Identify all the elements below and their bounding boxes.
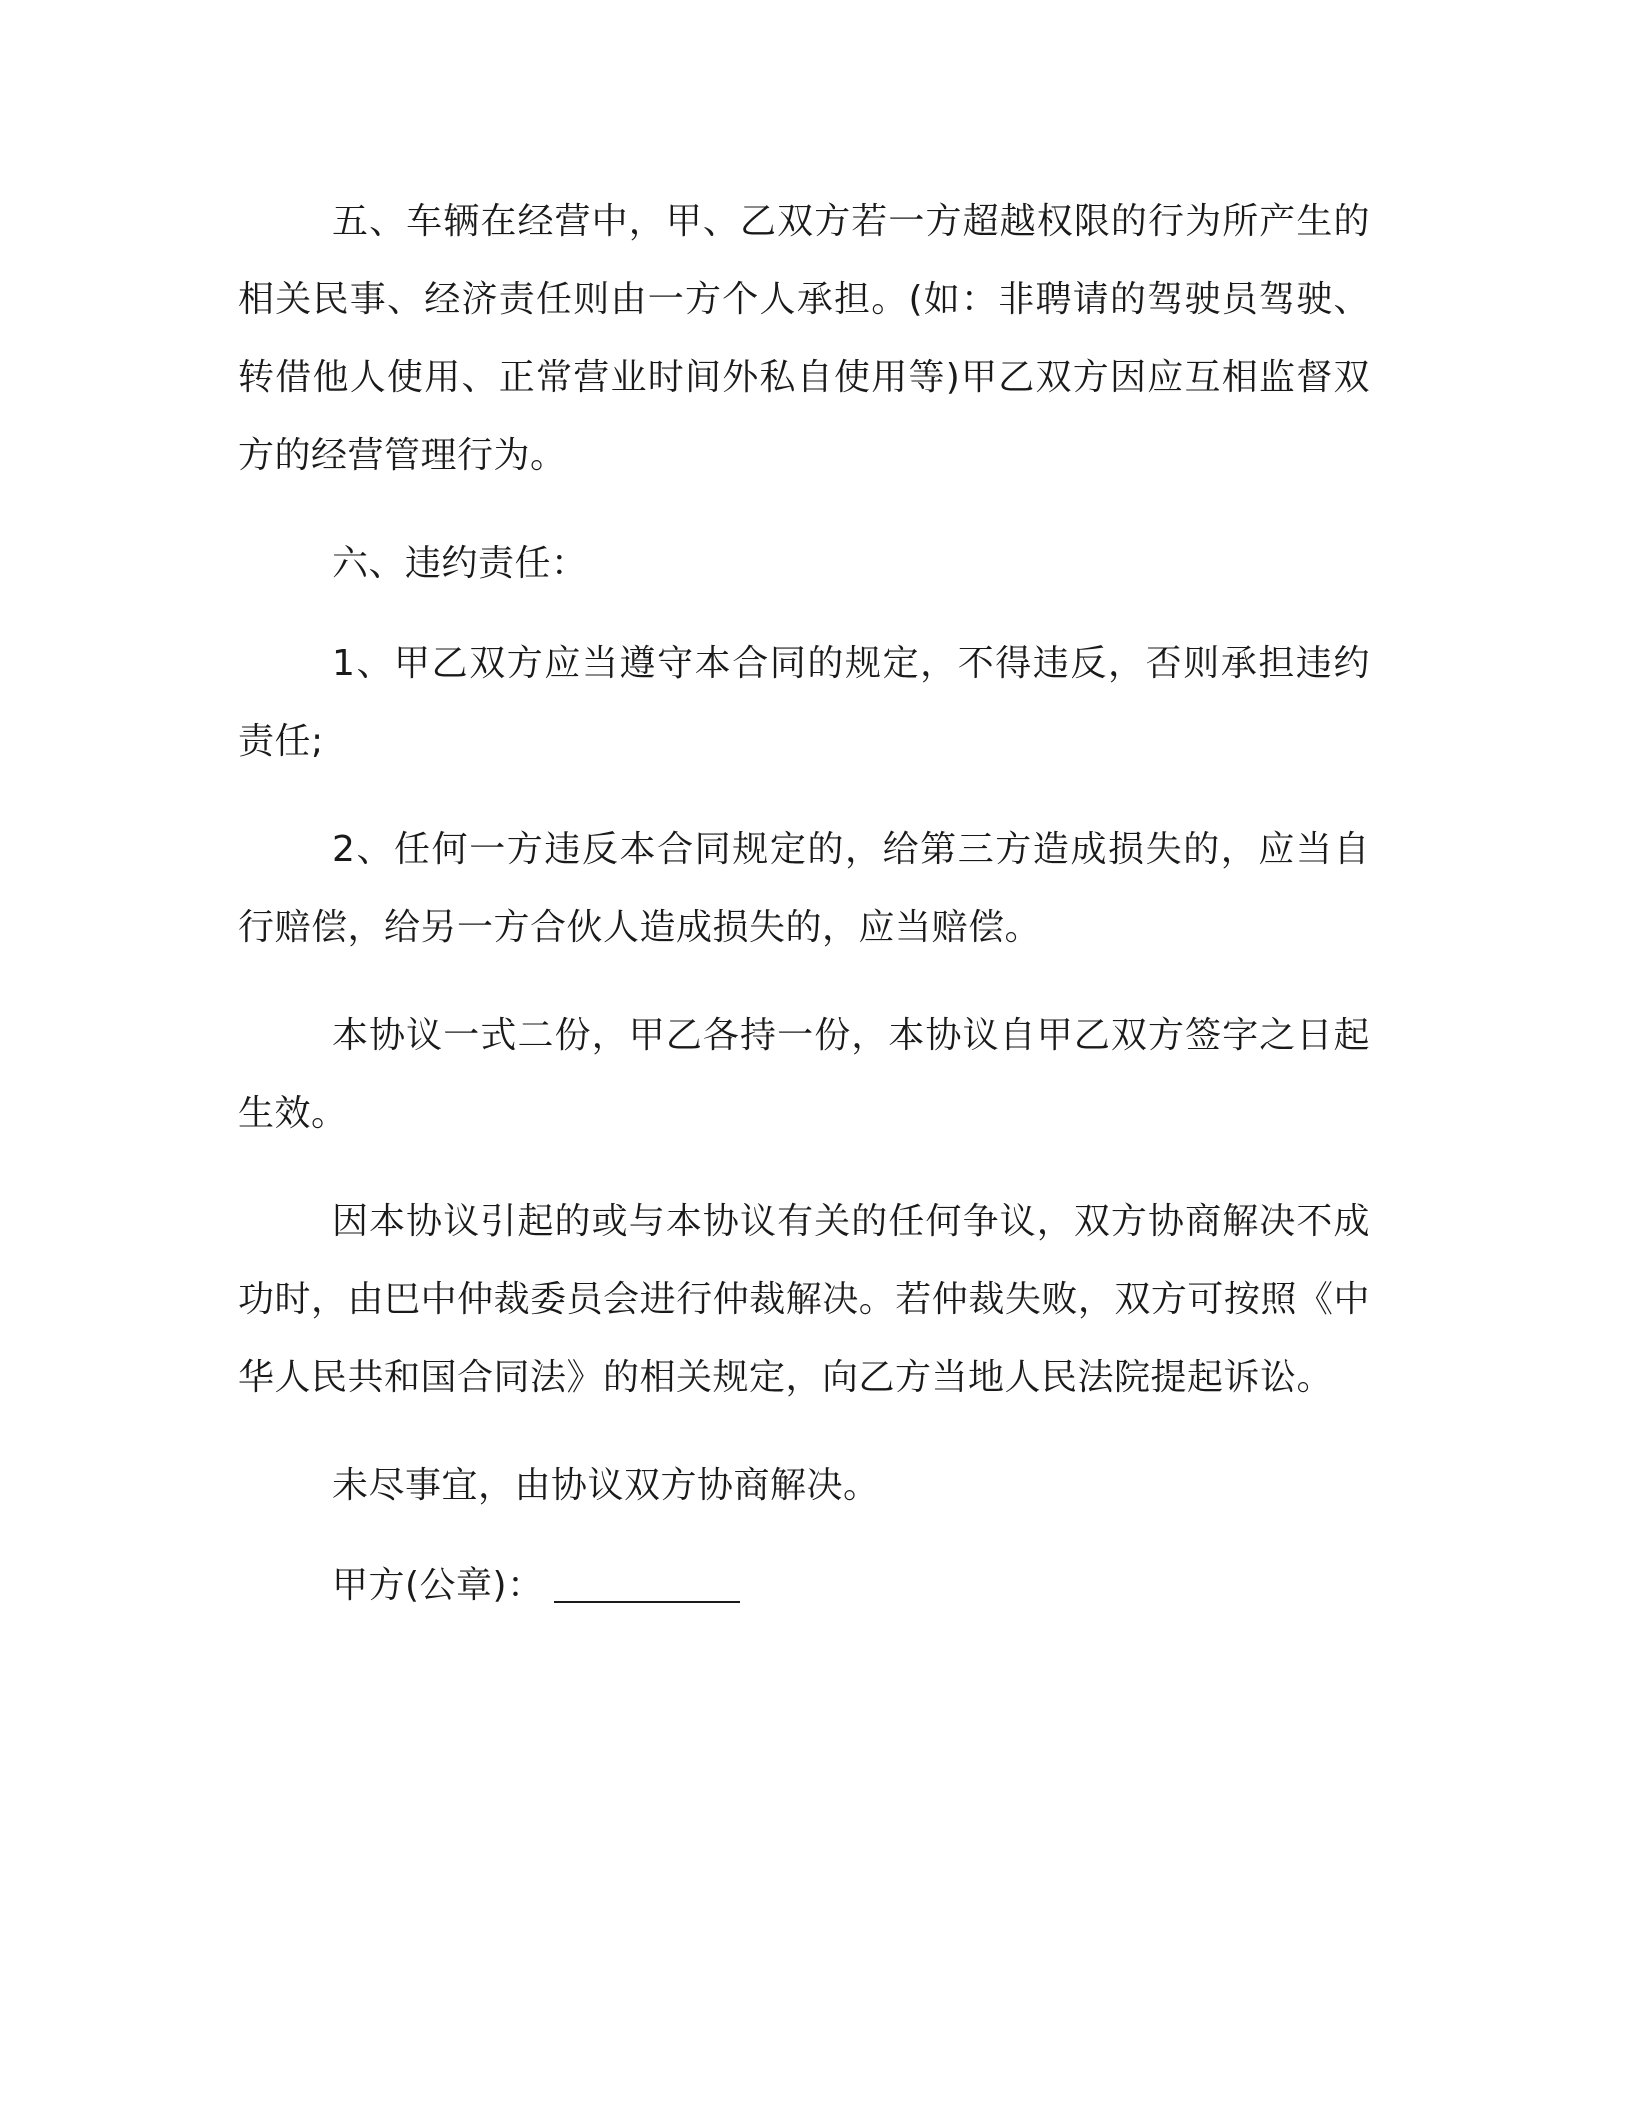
copies-effective-paragraph: 本协议一式二份，甲乙各持一份，本协议自甲乙双方签字之日起生效。 [238,1015,1370,1134]
clause-six-heading: 六、违约责任： [332,543,588,584]
party-a-signature-blank [554,1571,740,1603]
other-matters-paragraph: 未尽事宜，由协议双方协商解决。 [332,1465,880,1506]
party-a-seal-label: 甲方(公章)： [332,1565,544,1606]
party-a-signature-line [238,1547,1370,1625]
clause-six-item-1: 1、甲乙双方应当遵守本合同的规定，不得违反，否则承担违约责任; [238,643,1370,762]
dispute-resolution-paragraph: 因本协议引起的或与本协议有关的任何争议，双方协商解决不成功时，由巴中仲裁委员会进行仲裁解决。若仲裁失败，双方可按照《中华人民共和国合同法》的相关规定，向乙方当地人民法院提起诉讼。 [238,1201,1370,1398]
clause-six-item-2: 2、任何一方违反本合同规定的，给第三方造成损失的，应当自行赔偿，给另一方合伙人造成损失的，应当赔偿。 [238,829,1370,948]
document-body [238,183,1370,1625]
clause-five-paragraph: 五、车辆在经营中，甲、乙双方若一方超越权限的行为所产生的相关民事、经济责任则由一方个人承担。(如：非聘请的驾驶员驾驶、转借他人使用、正常营业时间外私自使用等)甲乙双方因应互相监督双方的经营管理行为。 [238,201,1370,476]
